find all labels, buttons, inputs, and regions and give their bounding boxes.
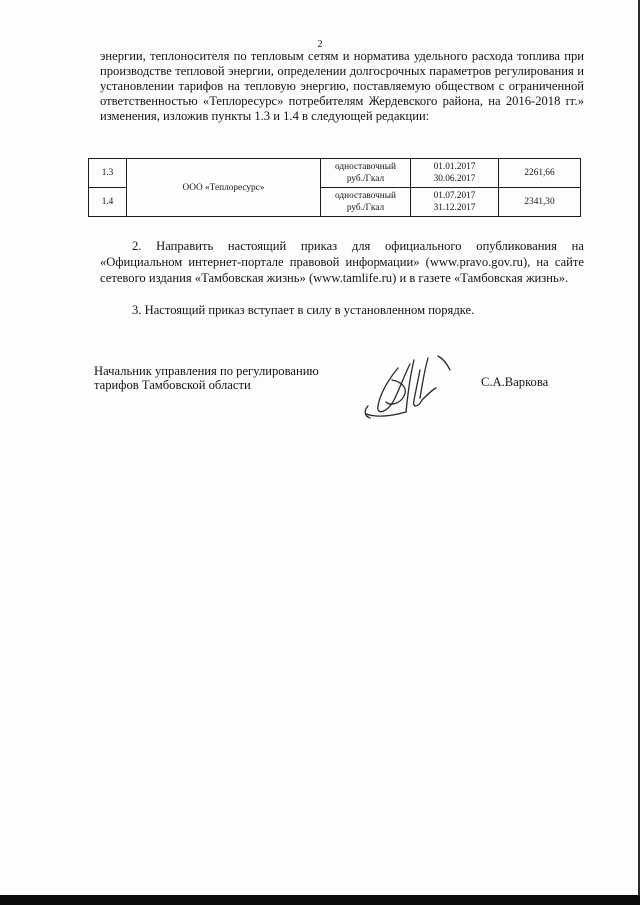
table-row (89, 159, 581, 188)
signer-title-line: Начальник управления по регулированию (94, 364, 319, 378)
tariff-value-cell: 2341,30 (499, 188, 581, 217)
handwritten-signature (358, 350, 468, 425)
tariff-unit: руб./Гкал (346, 203, 385, 213)
scan-bottom-edge (0, 895, 640, 905)
signer-title (94, 365, 374, 392)
date-to: 30.06.2017 (433, 174, 476, 184)
tariff-type-cell (321, 188, 411, 217)
date-to: 31.12.2017 (433, 203, 476, 213)
intro-paragraph: энергии, теплоносителя по тепловым сетям и норматива удельного расхода топлива при производстве тепловой энергии, определении долгосрочных параметров регулирования и установлении тарифов на тепловую энергию, поставляемую обществом с ограниченной ответственностью «Теплоресурс» потребителям Жердевского района, на 2016-2018 гг.» изменения, изложив пункты 1.3 и 1.4 в следующей редакции: (100, 49, 584, 123)
tariff-type: одноставочный (334, 162, 396, 172)
organization-cell: ООО «Теплоресурс» (127, 159, 321, 217)
signer-name: С.А.Варкова (481, 375, 549, 389)
tariff-value-cell: 2261,66 (499, 159, 581, 188)
tariff-type-cell (321, 159, 411, 188)
page-number: 2 (317, 39, 323, 50)
date-from: 01.07.2017 (433, 191, 476, 201)
row-number-cell: 1.3 (89, 159, 127, 188)
tariff-unit: руб./Гкал (346, 174, 385, 184)
period-cell (411, 159, 499, 188)
row-number-cell: 1.4 (89, 188, 127, 217)
signer-title-line: тарифов Тамбовской области (94, 377, 251, 392)
paragraph-effective: 3. Настоящий приказ вступает в силу в установленном порядке. (132, 303, 475, 317)
period-cell (411, 188, 499, 217)
tariff-table (88, 158, 581, 217)
date-from: 01.01.2017 (433, 162, 476, 172)
paragraph-publication: 2. Направить настоящий приказ для официального опубликования на «Официальном интернет-портале правовой информации» (www.pravo.gov.ru), на сайте сетевого издания «Тамбовская жизнь» (www.tamlife.ru) и в газете «Тамбовская жизнь». (100, 239, 584, 285)
tariff-type: одноставочный (334, 191, 396, 201)
